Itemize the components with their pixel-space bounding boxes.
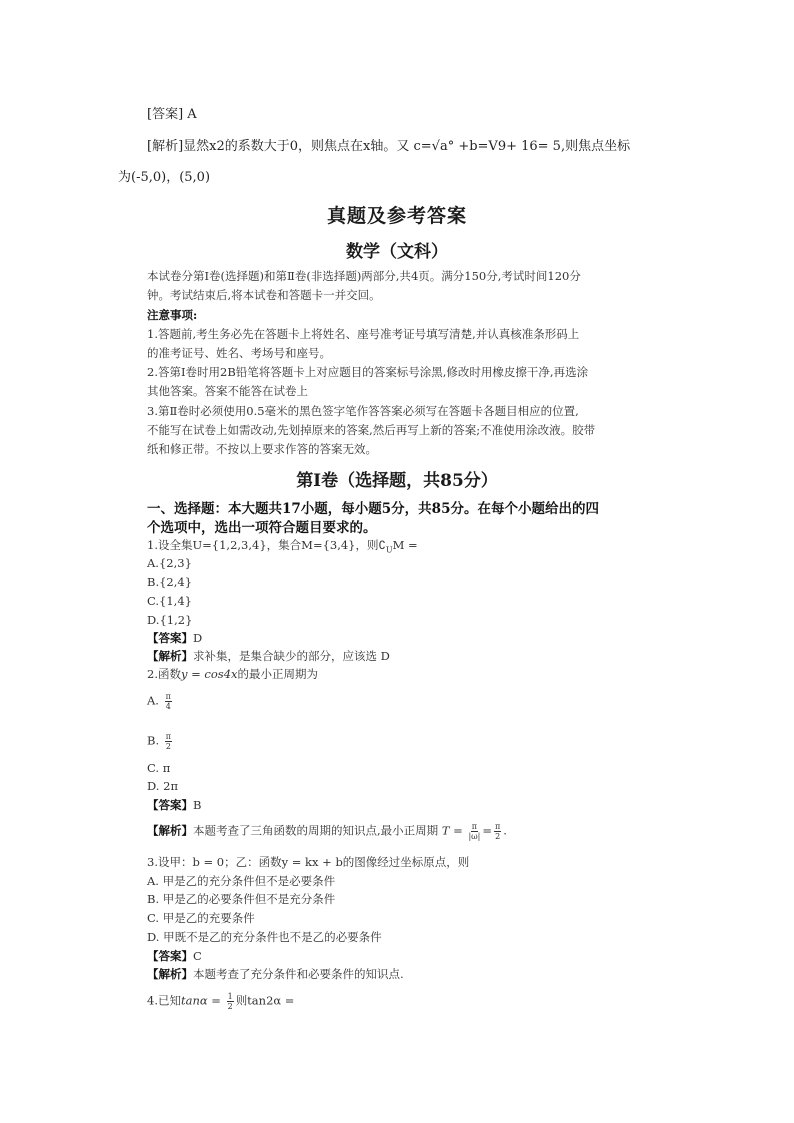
exam-subtitle: 数学（文科） — [346, 242, 448, 262]
intro-line-2: 钟。考试结束后,将本试卷和答题卡一并交回。 — [147, 288, 381, 302]
q4-stem: 4.已知tanα = $\frac{1}{2}$ 则tan2α = — [147, 992, 295, 1011]
q3-answer: 【答案】C — [147, 949, 202, 963]
section-desc-2: 个选项中，选出一项符合题目要求的。 — [147, 520, 377, 536]
section-title: 第Ⅰ卷（选择题，共85分） — [296, 471, 498, 491]
note-2a: 2.答第Ⅰ卷时用2B铅笔将答题卡上对应题目的答案标号涂黑,修改时用橡皮擦干净,再选涂 — [147, 365, 589, 379]
q3-analysis: 【解析】本题考查了充分条件和必要条件的知识点. — [147, 967, 404, 981]
q1-option-d: D.{1,2} — [147, 613, 193, 627]
q1-analysis: 【解析】求补集，是集合缺少的部分，应该选 D — [147, 649, 390, 663]
notes-title: 注意事项: — [147, 308, 198, 322]
q3-option-b: B. 甲是乙的必要条件但不是充分条件 — [147, 892, 336, 906]
q1-stem: 1.设全集U={1,2,3,4}，集合M={3,4}，则$∁_UM$ = — [147, 538, 418, 555]
q3-option-d: D. 甲既不是乙的充分条件也不是乙的必要条件 — [147, 930, 382, 944]
answer-line: [答案] A — [147, 107, 197, 122]
section-desc-1: 一、选择题：本大题共17小题，每小题5分，共85分。在每个小题给出的四 — [147, 501, 599, 517]
q2-option-d: D. 2π — [147, 779, 178, 793]
q2-option-b: B. $\frac{\pi}{2}$ — [147, 732, 172, 751]
q3-option-c: C. 甲是乙的充要条件 — [147, 911, 255, 925]
q2-option-a: A. $\frac{\pi}{4}$ — [147, 692, 171, 711]
note-1a: 1.答题前,考生务必先在答题卡上将姓名、座号准考证号填写清楚,并认真核准条形码上 — [147, 327, 580, 341]
q1-option-c: C.{1,4} — [147, 594, 192, 608]
page-title: 真题及参考答案 — [326, 205, 467, 227]
note-2b: 其他答案。答案不能答在试卷上 — [147, 384, 308, 398]
analysis-line-2: 为(-5,0)，(5,0) — [118, 170, 211, 185]
q1-answer: 【答案】D — [147, 631, 203, 645]
q1-option-a: A.{2,3} — [147, 556, 192, 570]
q2-stem: 2.函数y = cos4x的最小正周期为 — [147, 667, 318, 681]
note-3a: 3.第Ⅱ卷时必须使用0.5毫米的黑色签字笔作答答案必须写在答题卡各题目相应的位置, — [147, 404, 579, 418]
note-1b: 的准考证号、姓名、考场号和座号。 — [147, 346, 331, 360]
q2-answer: 【答案】B — [147, 798, 202, 812]
note-3b: 不能写在试卷上如需改动,先划掉原来的答案,然后再写上新的答案;不准使用涂改液。胶带 — [147, 423, 596, 437]
q3-stem: 3.设甲：b = 0；乙：函数y = kx + b的图像经过坐标原点，则 — [147, 855, 470, 869]
q1-option-b: B.{2,4} — [147, 575, 193, 589]
q2-option-c: C. π — [147, 761, 171, 775]
analysis-line-1: [解析]显然x2的系数大于0，则焦点在x轴。又 c=√a° +b=V9+ 16= 5,则焦点坐标 — [147, 139, 631, 154]
note-3c: 纸和修正带。不按以上要求作答的答案无效。 — [147, 442, 377, 456]
intro-line-1: 本试卷分第Ⅰ卷(选择题)和第Ⅱ卷(非选择题)两部分,共4页。满分150分,考试时间120分 — [147, 269, 581, 283]
q2-analysis: 【解析】本题考查了三角函数的周期的知识点,最小正周期 T = $\frac{\pi}{|\omega|}$ = $\frac{\pi}{2}$ . — [147, 822, 507, 841]
q3-option-a: A. 甲是乙的充分条件但不是必要条件 — [147, 874, 336, 888]
